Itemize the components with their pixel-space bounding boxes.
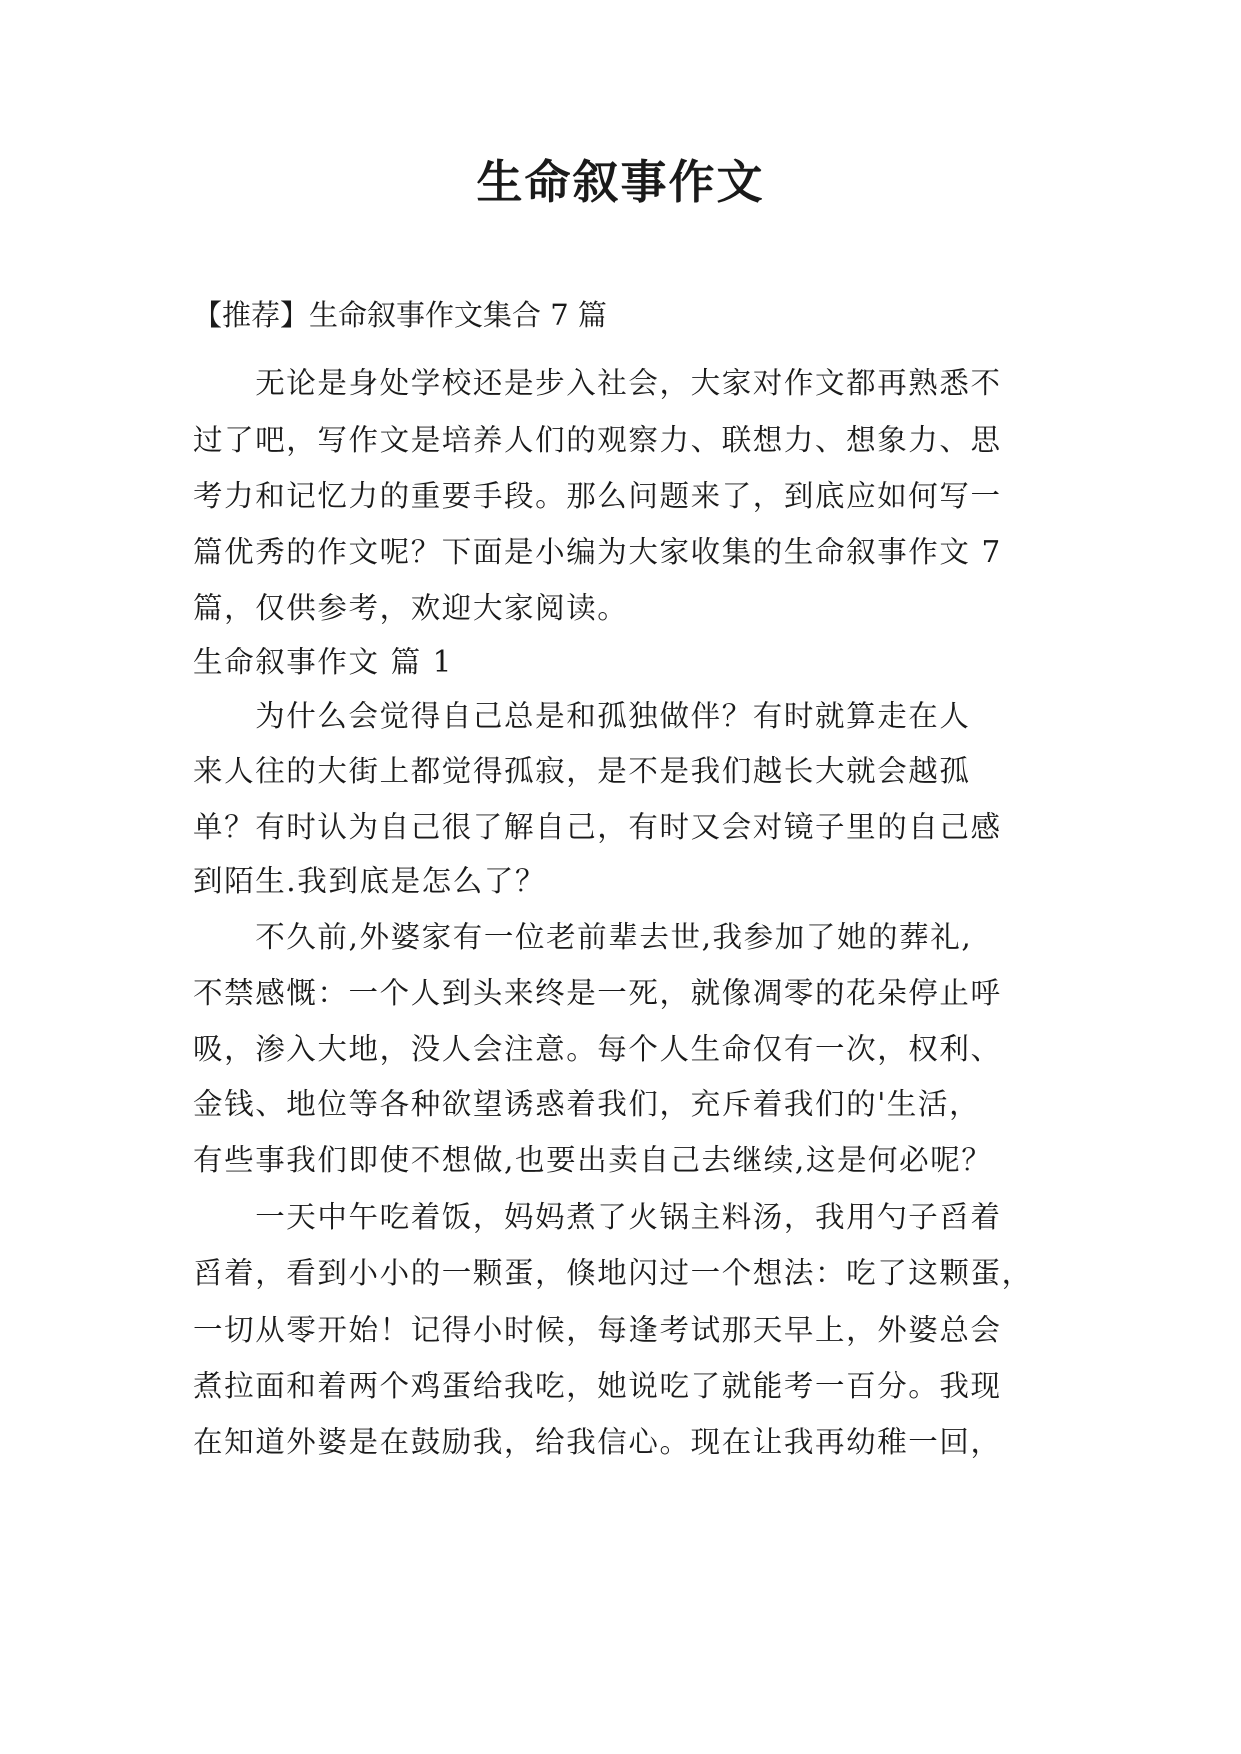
body-line: 一切从零开始！记得小时候，每逢考试那天早上，外婆总会 [193,1313,1002,1347]
body-line: 吸，渗入大地，没人会注意。每个人生命仅有一次，权利、 [193,1032,1002,1066]
document-subtitle: 【推荐】生命叙事作文集合 7 篇 [193,298,607,332]
body-line: 在知道外婆是在鼓励我，给我信心。现在让我再幼稚一回， [193,1425,1002,1459]
body-line: 不禁感慨：一个人到头来终是一死，就像凋零的花朵停止呼 [193,976,1002,1010]
body-line: 为什么会觉得自己总是和孤独做伴？有时就算走在人 [193,699,971,733]
body-line: 考力和记忆力的重要手段。那么问题来了，到底应如何写一 [193,479,1002,513]
body-line: 过了吧，写作文是培养人们的观察力、联想力、想象力、思 [193,423,1002,457]
body-line: 篇优秀的作文呢？下面是小编为大家收集的生命叙事作文 7 [193,535,1002,569]
body-line: 无论是身处学校还是步入社会，大家对作文都再熟悉不 [193,366,1002,400]
body-line: 金钱、地位等各种欲望诱惑着我们，充斥着我们的'生活， [193,1087,981,1121]
body-line: 单？有时认为自己很了解自己，有时又会对镜子里的自己感 [193,810,1002,844]
body-line: 篇，仅供参考，欢迎大家阅读。 [193,591,629,625]
body-line: 有些事我们即使不想做,也要出卖自己去继续,这是何必呢？ [193,1143,993,1177]
body-line: 舀着，看到小小的一颗蛋，倏地闪过一个想法：吃了这颗蛋， [193,1256,1033,1290]
body-line: 一天中午吃着饭，妈妈煮了火锅主料汤，我用勺子舀着 [193,1200,1002,1234]
document-title: 生命叙事作文 [476,155,765,209]
body-line: 到陌生.我到底是怎么了？ [193,864,547,898]
section-heading: 生命叙事作文 篇 1 [193,645,454,679]
body-line: 煮拉面和着两个鸡蛋给我吃，她说吃了就能考一百分。我现 [193,1369,1002,1403]
body-line: 来人往的大街上都觉得孤寂，是不是我们越长大就会越孤 [193,754,971,788]
body-line: 不久前,外婆家有一位老前辈去世,我参加了她的葬礼, [193,920,973,954]
